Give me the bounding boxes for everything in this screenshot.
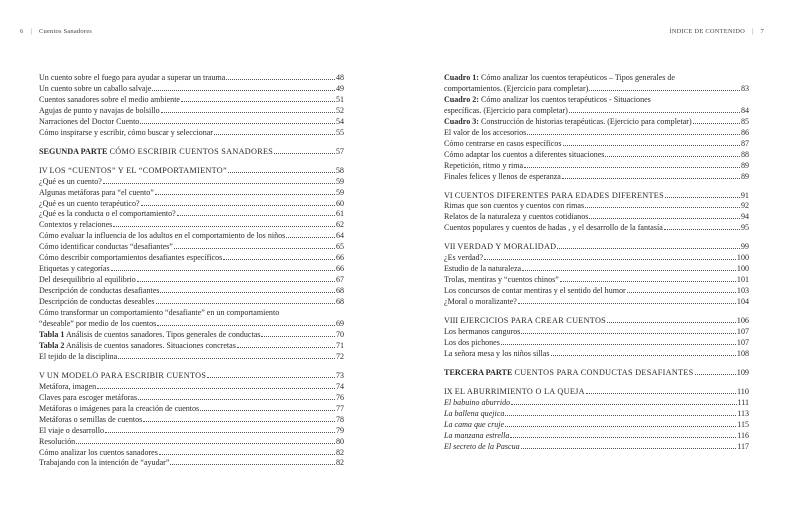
part-label: TERCERA PARTE xyxy=(444,367,513,377)
entry-title: Agujas de punto y navajas de bolsillo xyxy=(39,105,160,115)
page-number: 88 xyxy=(740,149,749,159)
leader-dots xyxy=(181,101,335,102)
leader-dots xyxy=(627,292,736,293)
page-number: 83 xyxy=(740,83,749,93)
page-number: 111 xyxy=(737,397,749,407)
entry-title: Cómo analizar los cuentos terapéuticos – Tipos generales de xyxy=(480,73,675,82)
page-number: 100 xyxy=(736,264,749,274)
toc-entry[interactable] xyxy=(444,161,749,172)
leader-dots xyxy=(138,399,335,400)
entry-title: ¿Qué es la conducta o el comportamiento? xyxy=(39,209,176,219)
leader-dots xyxy=(693,123,740,124)
leader-dots xyxy=(143,421,335,422)
page-number: 108 xyxy=(736,348,749,358)
page-number: 59 xyxy=(335,187,344,197)
toc-group xyxy=(39,73,344,139)
toc-entry[interactable] xyxy=(444,275,749,286)
page-number: 79 xyxy=(335,425,344,435)
toc-entry[interactable] xyxy=(39,220,344,231)
leader-dots xyxy=(560,281,736,282)
page-number: 109 xyxy=(736,367,749,377)
entry-title: La manzana estrella xyxy=(444,430,510,440)
leader-dots xyxy=(505,426,736,427)
leader-dots xyxy=(223,259,335,260)
entry-title-cont: “deseable” por medio de los cuentos xyxy=(39,319,157,329)
entry-title: Descripción de conductas deseables xyxy=(39,297,155,307)
leader-dots xyxy=(76,443,335,444)
table-label: Tabla 1 xyxy=(39,329,65,339)
leader-dots xyxy=(156,303,335,304)
entry-title: Rimas que son cuentos y cuentos con rimas xyxy=(444,201,585,211)
toc-entry[interactable] xyxy=(444,431,749,442)
toc-entry[interactable] xyxy=(444,150,749,161)
leader-dots xyxy=(161,112,335,113)
entry-title: El babuino aburrido xyxy=(444,397,511,407)
page-number: 71 xyxy=(335,340,344,350)
toc-entry[interactable] xyxy=(444,442,749,453)
toc-entry[interactable] xyxy=(39,199,344,210)
entry-title: La señora mesa y los niños sillas xyxy=(444,348,550,358)
part-heading[interactable] xyxy=(39,147,344,158)
leader-dots xyxy=(286,237,335,238)
toc-entry[interactable] xyxy=(444,338,749,349)
running-head-left xyxy=(20,28,92,35)
toc-entry[interactable] xyxy=(444,420,749,431)
chapter-number: VII xyxy=(444,242,456,252)
entry-title: Claves para escoger metáforas xyxy=(39,392,138,402)
chapter-title: VERDAD Y MORALIDAD xyxy=(457,242,557,252)
part-label: SEGUNDA PARTE xyxy=(39,146,108,156)
leader-dots xyxy=(137,281,335,282)
leader-dots xyxy=(665,197,740,198)
leader-dots xyxy=(118,358,335,359)
leader-dots xyxy=(113,226,335,227)
entry-title: Cómo describir comportamientos desafiantes específicos xyxy=(39,253,223,263)
page-number: 107 xyxy=(736,337,749,347)
entry-title: El tejido de la disciplina xyxy=(39,351,118,361)
entry-title: Los dos pichones xyxy=(444,337,500,347)
leader-dots xyxy=(586,393,736,394)
toc-entry[interactable] xyxy=(39,84,344,95)
leader-dots xyxy=(177,215,335,216)
entry-title: Descripción de conductas desafiantes xyxy=(39,286,160,296)
leader-dots xyxy=(214,134,335,135)
toc-entry[interactable] xyxy=(39,231,344,242)
leader-dots xyxy=(140,123,335,124)
page-number: 68 xyxy=(335,286,344,296)
toc-entry[interactable] xyxy=(444,286,749,297)
folio: 7 xyxy=(760,28,764,35)
page-number: 106 xyxy=(736,316,749,326)
page-number: 113 xyxy=(737,408,749,418)
leader-dots xyxy=(111,270,335,271)
entry-title: Resolución xyxy=(39,436,76,446)
entry-title: Cómo centrarse en casos específicos xyxy=(444,138,562,148)
part-title: CUENTOS PARA CONDUCTAS DESAFIANTES xyxy=(514,367,694,377)
toc-entry[interactable] xyxy=(39,264,344,275)
leader-dots xyxy=(511,404,736,405)
toc-entry[interactable] xyxy=(39,275,344,286)
leader-dots xyxy=(159,454,335,455)
chapter-title: UN MODELO PARA ESCRIBIR CUENTOS xyxy=(46,370,207,380)
leader-dots xyxy=(524,167,740,168)
page-number: 74 xyxy=(335,381,344,391)
entry-title-cont: comportamientos. (Ejercicio para completar) xyxy=(444,83,589,93)
chapter-heading[interactable] xyxy=(39,166,344,177)
chapter-number: IX xyxy=(444,386,453,396)
entry-title: Narraciones del Doctor Cuento xyxy=(39,116,140,126)
page-number: 117 xyxy=(737,441,749,451)
toc-group xyxy=(39,382,344,470)
leader-dots xyxy=(522,270,736,271)
entry-title: Metáforas o semillas de cuentos xyxy=(39,414,143,424)
leader-dots xyxy=(501,344,736,345)
toc-group xyxy=(444,201,749,234)
chapter-number: VI xyxy=(444,190,453,200)
page-number: 73 xyxy=(335,370,344,380)
page-number: 104 xyxy=(736,297,749,307)
toc-entry[interactable] xyxy=(444,139,749,150)
toc-entry[interactable] xyxy=(39,352,344,363)
toc-entry[interactable] xyxy=(444,398,749,409)
page-number: 64 xyxy=(335,231,344,241)
page-number: 68 xyxy=(335,297,344,307)
leader-dots xyxy=(569,112,740,113)
toc-entry[interactable] xyxy=(39,448,344,459)
chapter-title: EJERCICIOS PARA CREAR CUENTOS xyxy=(460,316,607,326)
entry-title: Un cuento sobre un caballo salvaje xyxy=(39,83,152,93)
page-number: 94 xyxy=(740,212,749,222)
toc-entry[interactable] xyxy=(39,330,344,341)
toc-entry[interactable] xyxy=(39,437,344,448)
chapter-heading[interactable] xyxy=(444,316,749,327)
toc-entry[interactable] xyxy=(39,404,344,415)
leader-dots xyxy=(97,388,335,389)
leader-dots xyxy=(237,347,335,348)
page-number: 59 xyxy=(335,176,344,186)
chapter-title: LOS “CUENTOS” Y EL “COMPORTAMIENTO” xyxy=(49,165,227,175)
leader-dots xyxy=(207,377,335,378)
page-number: 60 xyxy=(335,198,344,208)
page-number: 69 xyxy=(335,319,344,329)
leader-dots xyxy=(226,79,335,80)
toc-right xyxy=(444,73,749,453)
leader-dots xyxy=(103,183,335,184)
leader-dots xyxy=(551,355,736,356)
folio: 6 xyxy=(20,28,24,35)
page-number: 66 xyxy=(335,264,344,274)
leader-dots xyxy=(562,178,740,179)
chapter-number: VIII xyxy=(444,316,459,326)
page-number: 49 xyxy=(335,83,344,93)
leader-dots xyxy=(589,90,740,91)
toc-entry[interactable] xyxy=(39,95,344,106)
leader-dots xyxy=(261,336,335,337)
entry-title: Metáforas o imágenes para la creación de cuentos xyxy=(39,403,200,413)
page-number: 107 xyxy=(736,327,749,337)
chapter-number: V xyxy=(39,370,45,380)
page-number: 99 xyxy=(740,242,749,252)
leader-dots xyxy=(589,218,740,219)
entry-title: Estudio de la naturaleza xyxy=(444,264,522,274)
chapter-heading[interactable] xyxy=(444,387,749,398)
entry-title: El valor de los accesorios xyxy=(444,127,527,137)
entry-title: El viaje o desarrollo xyxy=(39,425,105,435)
page-number: 89 xyxy=(740,160,749,170)
entry-title: Del desequilibrio al equilibrio xyxy=(39,275,136,285)
entry-title: Contextos y relaciones xyxy=(39,220,113,230)
page-number: 77 xyxy=(335,403,344,413)
leader-dots xyxy=(105,432,335,433)
entry-title: Construcción de historias terapéuticas. (Ejercicio para completar) xyxy=(480,116,692,126)
toc-entry[interactable] xyxy=(39,393,344,404)
separator: | xyxy=(752,28,754,35)
entry-title: Cuentos populares y cuentos de hadas , y el desarrollo de la fantasía xyxy=(444,223,663,233)
page-number: 55 xyxy=(335,127,344,137)
toc-entry[interactable] xyxy=(444,253,749,264)
entry-title: Análisis de cuentos sanadores. Situaciones concretas xyxy=(66,340,236,350)
leader-dots xyxy=(152,90,335,91)
leader-dots xyxy=(160,292,335,293)
page-number: 57 xyxy=(335,146,344,156)
toc-entry[interactable] xyxy=(39,426,344,437)
part-heading[interactable] xyxy=(444,368,749,379)
page-number: 62 xyxy=(335,220,344,230)
toc-entry[interactable] xyxy=(444,117,749,128)
cuadro-label: Cuadro 1: xyxy=(444,73,479,82)
page-number: 100 xyxy=(736,253,749,263)
page-number: 116 xyxy=(737,430,749,440)
book-title: Cuentos Sanadores xyxy=(38,28,93,35)
entry-title: ¿Es verdad? xyxy=(444,253,484,263)
leader-dots xyxy=(170,464,335,465)
entry-title: Algunas metáforas para “el cuento” xyxy=(39,187,154,197)
page-number: 48 xyxy=(335,73,344,82)
entry-title: ¿Qué es un cuento terapéutico? xyxy=(39,198,140,208)
leader-dots xyxy=(695,374,736,375)
entry-title: Cómo analizar los cuentos sanadores xyxy=(39,447,158,457)
toc-entry[interactable] xyxy=(39,73,344,84)
page-number: 95 xyxy=(740,223,749,233)
toc-entry[interactable] xyxy=(39,341,344,352)
page-number: 91 xyxy=(740,190,749,200)
page-number: 76 xyxy=(335,392,344,402)
leader-dots xyxy=(174,248,335,249)
entry-title: Los hermanos canguros xyxy=(444,327,521,337)
toc-left xyxy=(39,73,344,469)
chapter-heading[interactable] xyxy=(444,191,749,202)
entry-title: Repetición, ritmo y rima xyxy=(444,160,524,170)
page-number: 89 xyxy=(740,171,749,181)
leader-dots xyxy=(607,322,736,323)
toc-entry[interactable] xyxy=(39,128,344,139)
toc-entry[interactable] xyxy=(39,286,344,297)
leader-dots xyxy=(521,448,737,449)
toc-entry[interactable] xyxy=(39,117,344,128)
part-title: CÓMO ESCRIBIR CUENTOS SANADORES xyxy=(109,146,274,156)
leader-dots xyxy=(563,145,740,146)
toc-entry[interactable] xyxy=(39,188,344,199)
page-number: 80 xyxy=(335,436,344,446)
toc-entry[interactable] xyxy=(39,242,344,253)
entry-title: Cómo inspirarse y escribir, cómo buscar y seleccionar xyxy=(39,127,213,137)
toc-entry[interactable] xyxy=(444,409,749,420)
page-number: 87 xyxy=(740,138,749,148)
toc-entry[interactable] xyxy=(444,128,749,139)
chapter-title: CUENTOS DIFERENTES PARA EDADES DIFERENTES xyxy=(454,190,664,200)
entry-title: La cama que cruje xyxy=(444,419,505,429)
entry-title: Cómo adaptar los cuentos a diferentes situaciones xyxy=(444,149,605,159)
table-label: Tabla 2 xyxy=(39,340,65,350)
toc-entry[interactable] xyxy=(39,209,344,220)
toc-group xyxy=(39,177,344,308)
page-number: 92 xyxy=(740,201,749,211)
page-number: 72 xyxy=(335,351,344,361)
running-head-right xyxy=(669,28,764,35)
entry-title: ¿Qué es un cuento? xyxy=(39,176,102,186)
entry-title: Cómo evaluar la influencia de los adultos en el comportamiento de los niños xyxy=(39,231,286,241)
leader-dots xyxy=(228,172,335,173)
leader-dots xyxy=(484,259,736,260)
chapter-number: IV xyxy=(39,165,48,175)
toc-entry[interactable] xyxy=(444,95,749,117)
entry-title: Finales felices y llenos de esperanza xyxy=(444,171,561,181)
leader-dots xyxy=(527,134,740,135)
page-number: 115 xyxy=(737,419,749,429)
leader-dots xyxy=(605,156,740,157)
page-number: 70 xyxy=(335,329,344,339)
entry-title: Trolas, mentiras y “cuentos chinos” xyxy=(444,275,559,285)
page-number: 66 xyxy=(335,253,344,263)
page-number: 52 xyxy=(335,105,344,115)
right-page xyxy=(394,0,788,529)
entry-title: Cómo transformar un comportamiento “desafiante” en un comportamiento xyxy=(39,308,280,318)
page-number: 84 xyxy=(740,105,749,115)
toc-entry[interactable] xyxy=(39,253,344,264)
chapter-heading[interactable] xyxy=(444,242,749,253)
toc-entry[interactable] xyxy=(39,106,344,117)
toc-entry[interactable] xyxy=(444,349,749,360)
toc-group xyxy=(444,327,749,360)
page-number: 67 xyxy=(335,275,344,285)
page-number: 51 xyxy=(335,94,344,104)
toc-entry[interactable] xyxy=(444,297,749,308)
toc-entry[interactable] xyxy=(444,223,749,234)
entry-title: Los concursos de contar mentiras y el sentido del humor xyxy=(444,286,626,296)
leader-dots xyxy=(521,333,735,334)
leader-dots xyxy=(518,303,736,304)
page-number: 101 xyxy=(736,275,749,285)
entry-title: Relatos de la naturaleza y cuentos cotidianos xyxy=(444,212,589,222)
entry-title: Cuentos sanadores sobre el medio ambiente xyxy=(39,94,181,104)
page-number: 85 xyxy=(740,116,749,126)
toc-entry[interactable] xyxy=(39,415,344,426)
toc-entry[interactable] xyxy=(39,308,344,330)
leader-dots xyxy=(155,194,335,195)
toc-entry[interactable] xyxy=(39,297,344,308)
page-number: 82 xyxy=(335,447,344,457)
toc-entry[interactable] xyxy=(39,177,344,188)
entry-title: Un cuento sobre el fuego para ayudar a superar un trauma xyxy=(39,73,226,82)
leader-dots xyxy=(200,410,335,411)
entry-title: La ballena quejica xyxy=(444,408,505,418)
entry-title: Etiquetas y categorías xyxy=(39,264,110,274)
entry-title-cont: específicas. (Ejercicio para completar) xyxy=(444,105,568,115)
cuadro-label: Cuadro 2: xyxy=(444,94,479,104)
leader-dots xyxy=(510,437,736,438)
toc-entry[interactable] xyxy=(444,264,749,275)
page-number: 103 xyxy=(736,286,749,296)
entry-title: Cómo analizar los cuentos terapéuticos - Situaciones xyxy=(480,94,651,104)
cuadro-label: Cuadro 3: xyxy=(444,116,479,126)
toc-entry[interactable] xyxy=(444,73,749,95)
page-number: 86 xyxy=(740,127,749,137)
toc-entry[interactable] xyxy=(39,382,344,393)
toc-entry[interactable] xyxy=(39,458,344,469)
entry-title: Metáfora, imagen xyxy=(39,381,97,391)
leader-dots xyxy=(505,415,736,416)
leader-dots xyxy=(557,248,739,249)
leader-dots xyxy=(141,205,335,206)
page-number: 78 xyxy=(335,414,344,424)
toc-entry[interactable] xyxy=(444,212,749,223)
page-number: 58 xyxy=(335,165,344,175)
leader-dots xyxy=(664,229,740,230)
toc-entry[interactable] xyxy=(444,327,749,338)
page-number: 54 xyxy=(335,116,344,126)
toc-entry[interactable] xyxy=(444,172,749,183)
chapter-heading[interactable] xyxy=(39,371,344,382)
entry-title: Análisis de cuentos sanadores. Tipos generales de conductas xyxy=(66,329,261,339)
entry-title: El secreto de la Pascua xyxy=(444,441,520,451)
toc-group xyxy=(444,253,749,308)
separator: | xyxy=(30,28,32,35)
toc-group xyxy=(444,398,749,453)
toc-entry[interactable] xyxy=(444,201,749,212)
leader-dots xyxy=(585,207,740,208)
entry-title: Cómo identificar conductas “desafiantes” xyxy=(39,242,173,252)
leader-dots xyxy=(274,153,335,154)
section-title: ÍNDICE DE CONTENIDO xyxy=(669,28,746,35)
page-number: 110 xyxy=(737,386,749,396)
entry-title: Trabajando con la intención de “ayudar” xyxy=(39,458,170,468)
leader-dots xyxy=(157,325,335,326)
chapter-title: EL ABURRIMIENTO O LA QUEJA xyxy=(454,386,585,396)
toc-group xyxy=(444,128,749,183)
page-number: 61 xyxy=(335,209,344,219)
page-number: 82 xyxy=(335,458,344,468)
entry-title: ¿Moral o moralizante? xyxy=(444,297,517,307)
page-number: 65 xyxy=(335,242,344,252)
